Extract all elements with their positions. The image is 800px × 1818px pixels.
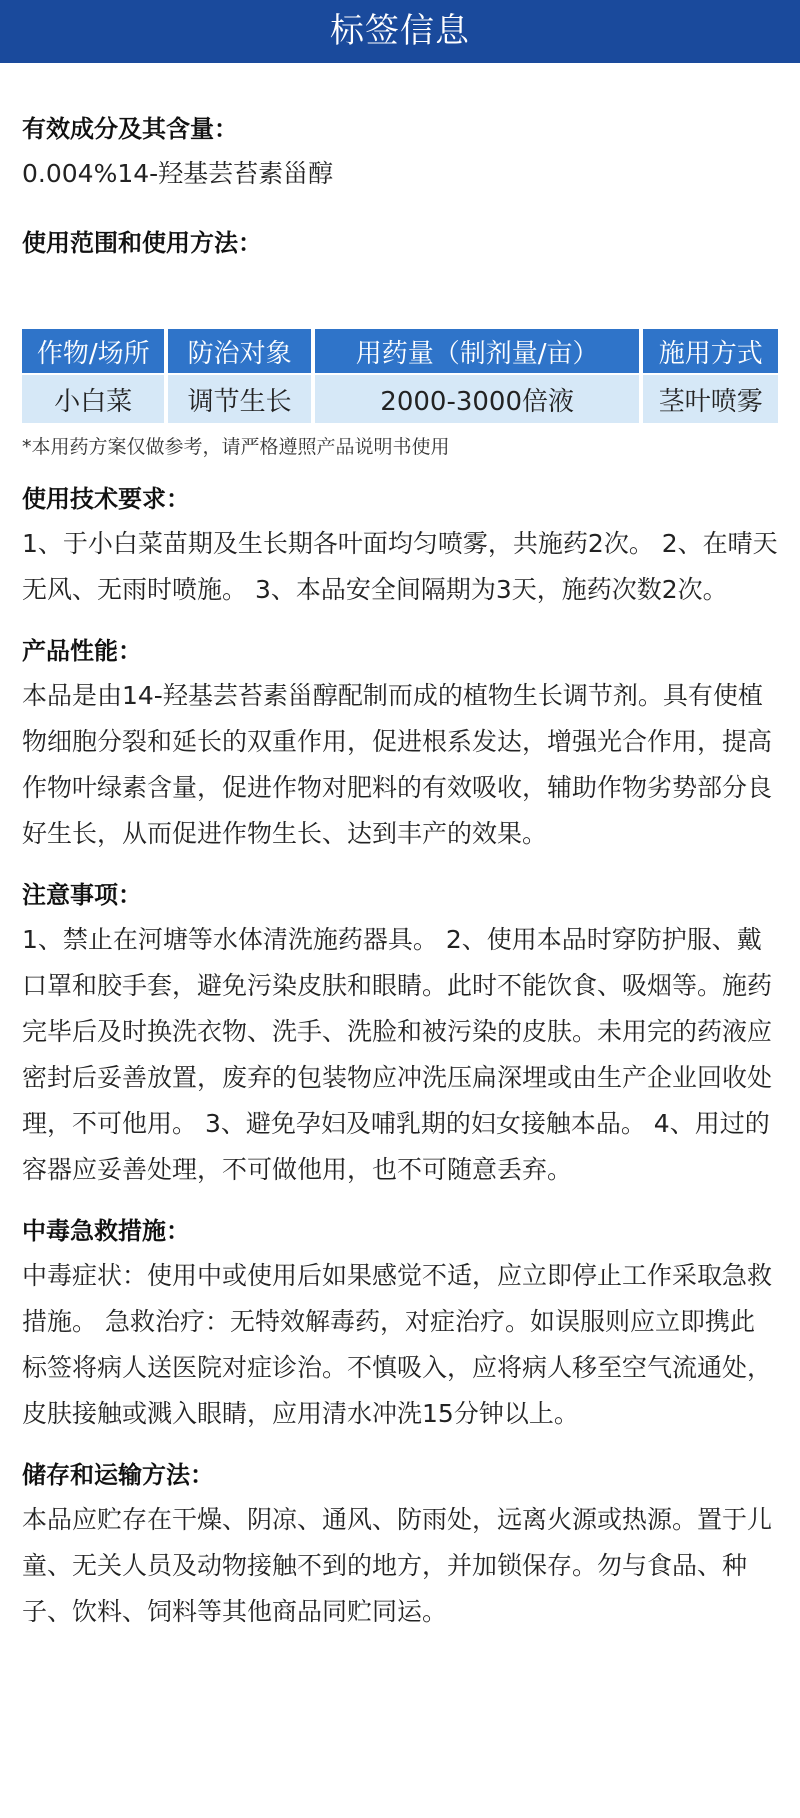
caution-title: 注意事项： bbox=[22, 881, 142, 909]
ingredient-title: 有效成分及其含量： bbox=[22, 115, 238, 143]
caution-body: 1、禁止在河塘等水体清洗施药器具。 2、使用本品时穿防护服、戴口罩和胶手套，避免污染皮肤和眼睛。此时不能饮食、吸烟等。施药完毕后及时换洗衣物、洗手、洗脸和被污染的皮肤。未用完的药液应密封后妥善放置，废弃的包装物应冲洗压扁深埋或由生产企业回收处理，不可他用。 3、避免孕妇及哺乳期的妇女接触本品。 4、用过的容器应妥善处理，不可做他用，也不可随意丢弃。 bbox=[22, 925, 773, 1184]
tech-body: 1、于小白菜苗期及生长期各叶面均匀喷雾，共施药2次。 2、在晴天无风、无雨时喷施。 3、本品安全间隔期为3天，施药次数2次。 bbox=[22, 529, 778, 604]
usage-table-wrap bbox=[22, 327, 778, 461]
storage-title: 储存和运输方法： bbox=[22, 1461, 214, 1489]
usage-scope-title: 使用范围和使用方法： bbox=[22, 229, 262, 257]
page-header bbox=[0, 0, 800, 63]
table-row bbox=[22, 375, 778, 423]
label-content bbox=[0, 63, 800, 1635]
storage-section bbox=[22, 1437, 778, 1635]
usage-table-note: *本用药方案仅做参考，请严格遵照产品说明书使用 bbox=[22, 436, 450, 458]
table-cell-target: 调节生长 bbox=[168, 375, 310, 423]
tech-title: 使用技术要求： bbox=[22, 485, 190, 513]
table-header-method: 施用方式 bbox=[643, 329, 778, 373]
tech-section bbox=[22, 461, 778, 613]
storage-body: 本品应贮存在干燥、阴凉、通风、防雨处，远离火源或热源。置于儿童、无关人员及动物接触不到的地方，并加锁保存。勿与食品、种子、饮料、饲料等其他商品同贮同运。 bbox=[22, 1505, 773, 1626]
usage-table-header-row bbox=[22, 329, 778, 373]
performance-title: 产品性能： bbox=[22, 637, 142, 665]
caution-section bbox=[22, 857, 778, 1193]
ingredient-section bbox=[22, 63, 778, 197]
table-cell-dosage: 2000-3000倍液 bbox=[315, 375, 640, 423]
table-header-dosage: 用药量（制剂量/亩） bbox=[315, 329, 640, 373]
performance-section bbox=[22, 613, 778, 857]
usage-table bbox=[18, 327, 782, 425]
table-cell-method: 茎叶喷雾 bbox=[643, 375, 778, 423]
ingredient-body: 0.004%14-羟基芸苔素甾醇 bbox=[22, 159, 334, 188]
first-aid-body: 中毒症状：使用中或使用后如果感觉不适，应立即停止工作采取急救措施。 急救治疗：无特效解毒药，对症治疗。如误服则应立即携此标签将病人送医院对症诊治。不慎吸入，应将病人移至空气流通处，皮肤接触或溅入眼睛，应用清水冲洗15分钟以上。 bbox=[22, 1261, 773, 1428]
table-header-crop: 作物/场所 bbox=[22, 329, 164, 373]
usage-scope-section bbox=[22, 197, 778, 261]
table-cell-crop: 小白菜 bbox=[22, 375, 164, 423]
performance-body: 本品是由14-羟基芸苔素甾醇配制而成的植物生长调节剂。具有使植物细胞分裂和延长的双重作用，促进根系发达，增强光合作用，提高作物叶绿素含量，促进作物对肥料的有效吸收，辅助作物劣势部分良好生长，从而促进作物生长、达到丰产的效果。 bbox=[22, 681, 773, 848]
first-aid-title: 中毒急救措施： bbox=[22, 1217, 190, 1245]
page-title: 标签信息 bbox=[330, 11, 470, 51]
first-aid-section bbox=[22, 1193, 778, 1437]
table-header-target: 防治对象 bbox=[168, 329, 310, 373]
